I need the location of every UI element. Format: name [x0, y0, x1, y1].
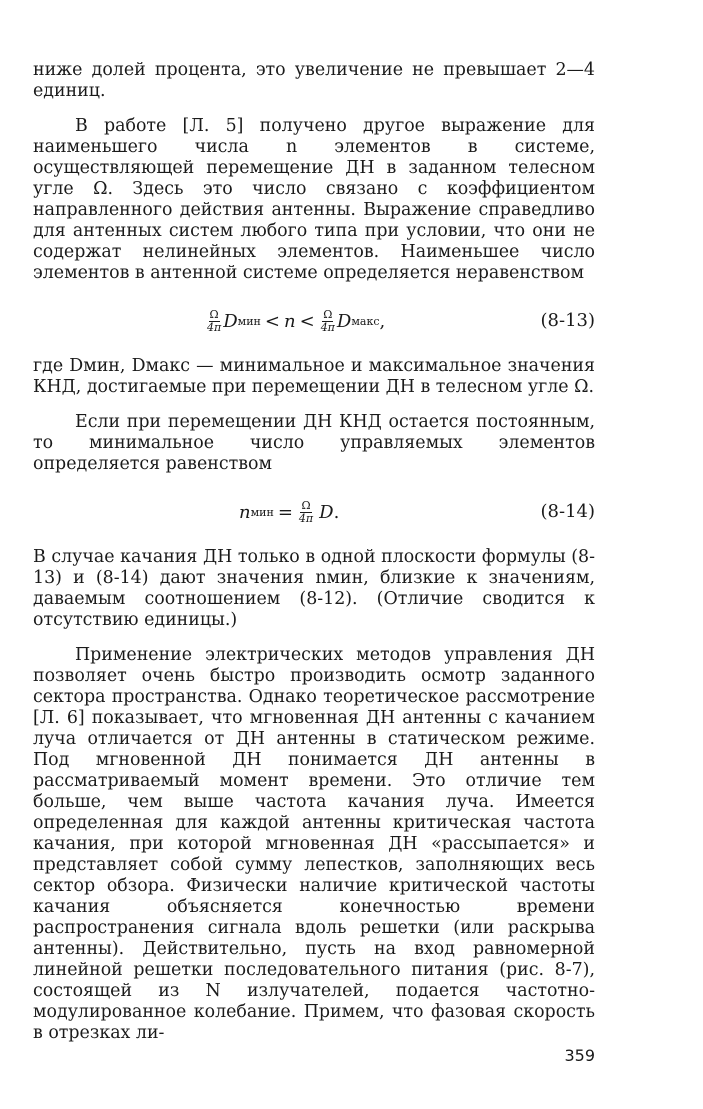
fraction-omega-4pi: $\frac{\Omega}{4\pi}$ [207, 307, 222, 334]
equation-8-13-expression: $\frac{\Omega}{4\pi}$ D мин < n < $\frac{\Omega}{4\pi}$ D макс , [207, 307, 386, 334]
document-page [33, 60, 595, 1044]
equation-number-8-14: (8-14) [540, 501, 595, 522]
paragraph-3: Если при перемещении ДН КНД остается постоянным, то минимальное число управляемых элементов определяется равенством [33, 412, 595, 474]
paragraph-2: где Dмин, Dмакс — минимальное и максимальное значения КНД, достигаемые при перемещении ДН в телесном угле Ω. [33, 356, 595, 397]
paragraph-0: ниже долей процента, это увеличение не превышает 2—4 единиц. [33, 60, 595, 101]
equation-8-14-expression: n мин = $\frac{\Omega}{4\pi}$ D . [239, 498, 340, 525]
equation-8-14 [33, 487, 595, 537]
page-number: 359 [564, 1046, 595, 1065]
equation-number-8-13: (8-13) [540, 310, 595, 331]
paragraph-1: В работе [Л. 5] получено другое выражение для наименьшего числа n элементов в системе, осуществляющей перемещение ДН в заданном телесном угле Ω. Здесь это число связано с коэффициентом направленного действия антенны. Выражение справедливо для антенных систем любого типа при условии, что они не содержат нелинейных элементов. Наименьшее число элементов в антенной системе определяется неравенством [33, 116, 595, 283]
paragraph-4: В случае качания ДН только в одной плоскости формулы (8-13) и (8-14) дают значения nмин, близкие к значениям, даваемым соотношением (8-12). (Отличие сводится к отсутствию единицы.) [33, 547, 595, 630]
equation-8-13 [33, 296, 595, 346]
fraction-omega-4pi-3: $\frac{\Omega}{4\pi}$ [298, 498, 314, 525]
paragraph-5: Применение электрических методов управления ДН позволяет очень быстро производить осмотр заданного сектора пространства. Однако теоретическое рассмотрение [Л. 6] показывает, что мгновенная ДН антенны с качанием луча отличается от ДН антенны в статическом режиме. Под мгновенной ДН понимается ДН антенны в рассматриваемый момент времени. Это отличие тем больше, чем выше частота качания луча. Имеется определенная для каждой антенны критическая частота качания, при которой мгновенная ДН «рассыпается» и представляет собой сумму лепестков, заполняющих весь сектор обзора. Физически наличие критической частоты качания объясняется конечностью времени распространения сигнала вдоль решетки (или раскрыва антенны). Действительно, пусть на вход равномерной линейной решетки последовательного питания (рис. 8-7), состоящей из N излучателей, подается частотно-модулированное колебание. Примем, что фазовая скорость в отрезках ли- [33, 645, 595, 1043]
fraction-omega-4pi-2: $\frac{\Omega}{4\pi}$ [320, 307, 335, 334]
